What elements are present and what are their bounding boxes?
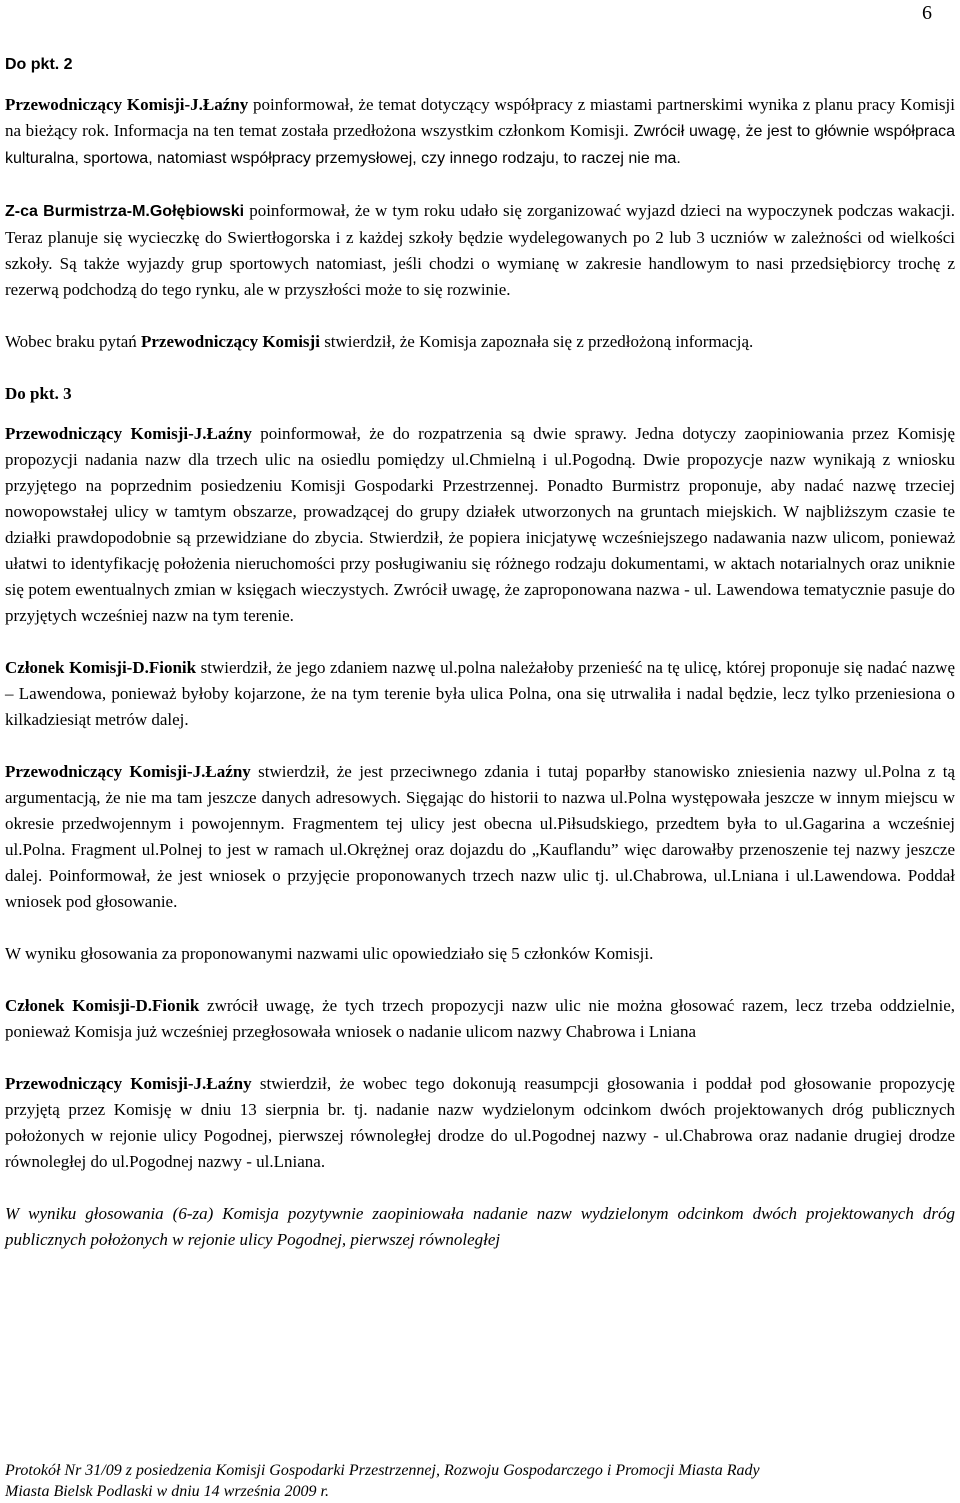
paragraph <box>5 993 955 1045</box>
paragraph <box>5 421 955 629</box>
paragraph-text: poinformował, że do rozpatrzenia są dwie sprawy. Jedna dotyczy zaopiniowania przez Komisję propozycji nadania nazw dla trzech ulic na osiedlu pomiędzy ul.Chmielną i ul.Pogodną. Dwie propozycje nazw wynikają z wniosku przyjętego na poprzednim posiedzeniu Komisji Gospodarki Przestrzennej. Ponadto Burmistrz proponuje, aby nadać nazwę trzeciej nowopowstałej ulicy w tamtym obszarze, prowadzącej do grupy działek utworzonych na gruntach miejskich. W najbliższym czasie te działki prawdopodobnie są przewidziane do zbycia. Stwierdził, że popiera inicjatywę wcześniejszego nadawania nazw ulicom, ponieważ ułatwi to identyfikację położenia nieruchomości przy posługiwaniu się różnego rodzaju dokumentami, w aktach notarialnych oraz uniknie się potem ewentualnych zmian w księgach wieczystych. Zwrócił uwagę, że zaproponowana nazwa - ul. Lawendowa tematycznie pasuje do przyjętych wcześniej nazw na tym terenie. <box>5 424 955 625</box>
footer-line: Miasta Bielsk Podlaski w dniu 14 września 2009 r. <box>5 1483 329 1500</box>
paragraph-text: stwierdził, że jego zdaniem nazwę ul.polna należałoby przenieść na tę ulicę, której proponuje się nadać nazwę – Lawendowa, ponieważ byłoby kojarzone, że na tym terenie była ulica Polna, ona się utrwaliła i nadal będzie, lecz tylko przeniesiona o kilkadziesiąt metrów dalej. <box>5 658 955 729</box>
paragraph <box>5 198 955 303</box>
paragraph-text: Zwrócił uwagę, że jest to głównie współpraca kulturalna, sportowa, natomiast współpracy przemysłowej, czy innego rodzaju, to raczej nie ma. <box>5 123 956 167</box>
paragraph-text: poinformował, że temat dotyczący współpracy z miastami partnerskimi wynika z planu pracy Komisji na bieżący rok. Informacja na ten temat została przedłożona wszystkim członkom Komisji. <box>5 95 955 140</box>
speaker-name: Z-ca Burmistrza-M.Gołębiowski <box>5 203 245 220</box>
page-number: 6 <box>922 2 932 24</box>
speaker-name: Członek Komisji-D.Fionik <box>5 996 200 1015</box>
speaker-name: Przewodniczący Komisji-J.Łaźny <box>5 95 249 114</box>
paragraph-text: Wobec braku pytań <box>5 332 141 351</box>
speaker-name: Przewodniczący Komisji-J.Łaźny <box>5 424 252 443</box>
paragraph <box>5 329 955 355</box>
paragraph <box>5 655 955 733</box>
paragraph-text: stwierdził, że Komisja zapoznała się z przedłożoną informacją. <box>319 332 754 351</box>
paragraph <box>5 1071 955 1175</box>
paragraph: W wyniku głosowania za proponowanymi nazwami ulic opowiedziało się 5 członków Komisji. <box>5 944 654 963</box>
paragraph-text: zwrócił uwagę, że tych trzech propozycji nazw ulic nie można głosować razem, lecz trzeba oddzielnie, ponieważ Komisja już wcześniej przegłosowała wniosek o nadanie ulicom nazwy Chabrowa i Lniana <box>5 996 955 1041</box>
speaker-name: Przewodniczący Komisji-J.Łaźny <box>5 1074 252 1093</box>
section-heading-pkt2: Do pkt. 2 <box>5 56 73 73</box>
footer-line: Protokół Nr 31/09 z posiedzenia Komisji Gospodarki Przestrzennej, Rozwoju Gospodarczego i Promocji Miasta Rady <box>5 1462 760 1479</box>
page-footer <box>5 1460 955 1502</box>
document-body <box>5 52 955 1253</box>
paragraph-text: poinformował, że w tym roku udało się zorganizować wyjazd dzieci na wypoczynek podczas wakacji. Teraz planuje się wycieczkę do Swiertłogorska i z każdej szkoły będzie wydelegowanych po 2 lub 3 uczniów w zależności od wielkości szkoły. Są także wyjazdy grup sportowych natomiast, jeśli chodzi o wymianę w zakresie handlowym to nasi przedsiębiorcy trochę z rezerwą podchodzą do tego rynku, ale w przyszłości może to się rozwinie. <box>5 201 955 299</box>
paragraph-resolution: W wyniku głosowania (6-za) Komisja pozytywnie zaopiniowała nadanie nazw wydzielonym odcinkom dwóch projektowanych dróg publicznych położonych w rejonie ulicy Pogodnej, pierwszej równoległej <box>5 1204 955 1249</box>
paragraph-text: stwierdził, że wobec tego dokonują reasumpcji głosowania i poddał pod głosowanie propozycję przyjętą przez Komisję w dniu 13 sierpnia br. tj. nadanie nazw wydzielonym odcinkom dwóch projektowanych dróg publicznych położonych w rejonie ulicy Pogodnej, pierwszej równoległej drodze do ul.Pogodnej nazwy - ul.Chabrowa oraz nadanie drugiej drodze równoległej do ul.Pogodnej nazwy - ul.Lniana. <box>5 1074 955 1171</box>
paragraph-text: stwierdził, że jest przeciwnego zdania i tutaj poparłby stanowisko zniesienia nazwy ul.Polna z tą argumentacją, że nie ma tam jeszcze danych adresowych. Sięgając do historii to nazwa ul.Polna występowała jeszcze w innym miejscu w okresie przedwojennym i powojennym. Fragmentem tej ulicy jest obecna ul.Piłsudskiego, przedtem była to ul.Gagarina a wcześniej ul.Polna. Fragment ul.Polnej to jest w ramach ul.Okrężnej oraz dojazdu do „Kauflandu” więc darowałby przenoszenie tej nazwy jeszcze dalej. Poinformował, że jest wniosek o przyjęcie proponowanych trzech nazw ulic tj. ul.Chabrowa, ul.Lniana i ul.Lawendowa. Poddał wniosek pod głosowanie. <box>5 762 955 911</box>
paragraph <box>5 759 955 915</box>
speaker-name: Przewodniczący Komisji <box>141 332 320 351</box>
paragraph <box>5 92 955 172</box>
speaker-name: Członek Komisji-D.Fionik <box>5 658 197 677</box>
section-heading-pkt3: Do pkt. 3 <box>5 384 72 403</box>
speaker-name: Przewodniczący Komisji-J.Łaźny <box>5 762 251 781</box>
